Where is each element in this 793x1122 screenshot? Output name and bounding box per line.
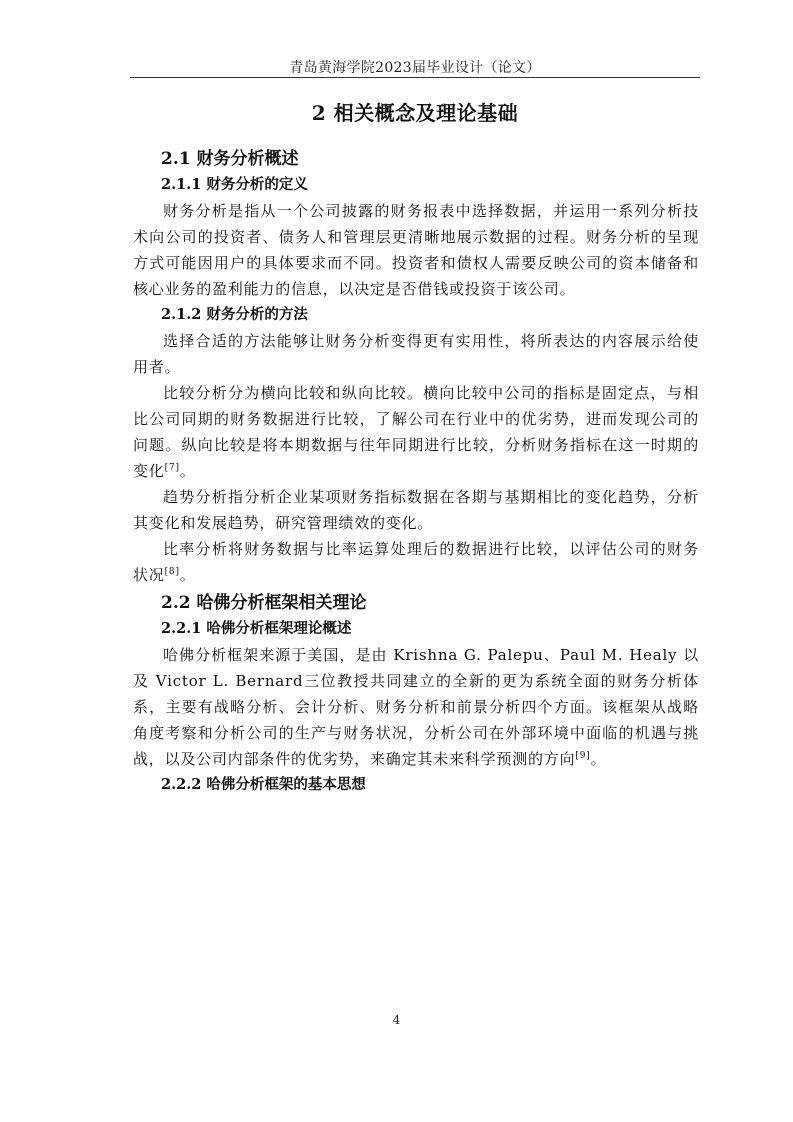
paragraph-end: 。 [179, 566, 196, 584]
citation-ref: [8] [164, 567, 180, 577]
subsection-heading-2-1-2: 2.1.2 财务分析的方法 [161, 306, 308, 323]
running-header: 青岛黄海学院2023届毕业设计（论文） [289, 60, 541, 76]
paragraph-end: 。 [590, 750, 607, 768]
chapter-title: 2 相关概念及理论基础 [311, 101, 519, 125]
paragraph-text: 比率分析将财务数据与比率运算处理后的数据进行比较，以评估公司的财务状况 [133, 540, 699, 584]
paragraph-harvard-overview [133, 642, 699, 772]
page-number: 4 [392, 1013, 401, 1027]
paragraph-definition: 财务分析是指从一个公司披露的财务报表中选择数据，并运用一系列分析技术向公司的投资者、债务人和管理层更清晰地展示数据的过程。财务分析的呈现方式可能因用户的具体要求而不同。投资者和债权人需要反映公司的资本储备和核心业务的盈利能力的信息，以决定是否借钱或投资于该公司。 [133, 202, 699, 298]
paragraph-trend-analysis: 趋势分析指分析企业某项财务指标数据在各期与基期相比的变化趋势，分析其变化和发展趋势，研究管理绩效的变化。 [133, 488, 699, 532]
paragraph-comparative-analysis [133, 380, 699, 484]
section-heading-2-1: 2.1 财务分析概述 [161, 149, 299, 169]
page-body [133, 146, 699, 798]
paragraph-end: 。 [179, 462, 196, 480]
citation-ref: [9] [575, 751, 591, 761]
paragraph-methods-intro: 选择合适的方法能够让财务分析变得更有实用性，将所表达的内容展示给使用者。 [133, 332, 699, 376]
paragraph-text: 比较分析分为横向比较和纵向比较。横向比较中公司的指标是固定点，与相比公司同期的财务数据进行比较，了解公司在行业中的优劣势，进而发现公司的问题。纵向比较是将本期数据与往年同期进行比较，分析财务指标在这一时期的变化 [133, 384, 699, 480]
citation-ref: [7] [164, 463, 180, 473]
header-divider [130, 77, 700, 78]
subsection-heading-2-2-1: 2.2.1 哈佛分析框架理论概述 [161, 620, 352, 637]
section-heading-2-2: 2.2 哈佛分析框架相关理论 [161, 593, 367, 613]
paragraph-text: 哈佛分析框架来源于美国，是由 Krishna G. Palepu、Paul M. Healy 以及 Victor L. Bernard三位教授共同建立的全新的更为系统全面的财务分析体系，主要有战略分析、会计分析、财务分析和前景分析四个方面。该框架从战略角度考察和分析公司的生产与财务状况，分析公司在外部环境中面临的机遇与挑战，以及公司内部条件的优劣势，来确定其未来科学预测的方向 [133, 646, 699, 768]
subsection-heading-2-2-2: 2.2.2 哈佛分析框架的基本思想 [161, 776, 366, 793]
subsection-heading-2-1-1: 2.1.1 财务分析的定义 [161, 176, 308, 193]
paragraph-ratio-analysis [133, 536, 699, 588]
